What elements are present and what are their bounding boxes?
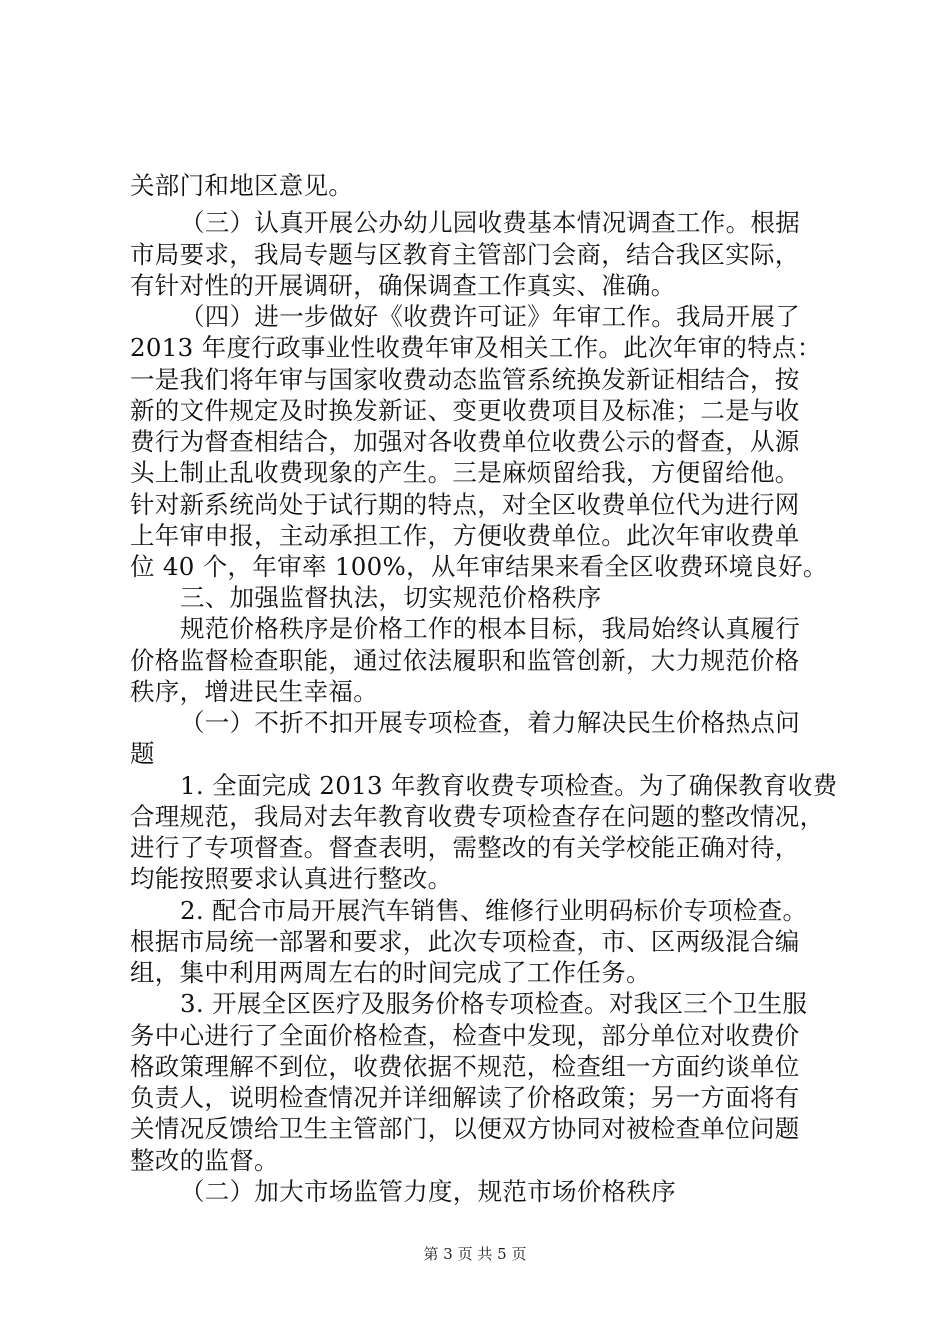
paragraph-line: 整改的监督。 xyxy=(130,1146,279,1175)
paragraph-line: 均能按照要求认真进行整改。 xyxy=(130,864,453,893)
paragraph-line: 有针对性的开展调研，确保调查工作真实、准确。 xyxy=(130,271,676,300)
paragraph-line: 2013 年度行政事业性收费年审及相关工作。此次年审的特点： xyxy=(130,333,822,362)
subsection-heading: （一）不折不扣开展专项检查，着力解决民生价格热点问 xyxy=(180,708,800,737)
paragraph-line: （三）认真开展公办幼儿园收费基本情况调查工作。根据 xyxy=(180,208,800,237)
paragraph-line: 进行了专项督查。督查表明，需整改的有关学校能正确对待， xyxy=(130,833,800,862)
paragraph-line: 费行为督查相结合，加强对各收费单位收费公示的督查，从源 xyxy=(130,427,800,456)
paragraph-line: 新的文件规定及时换发新证、变更收费项目及标准；二是与收 xyxy=(130,396,800,425)
paragraph-line: 务中心进行了全面价格检查，检查中发现，部分单位对收费价 xyxy=(130,1021,800,1050)
paragraph-line: 秩序，增进民生幸福。 xyxy=(130,677,378,706)
subsection-heading: 题 xyxy=(130,739,155,768)
paragraph-line: 关部门和地区意见。 xyxy=(130,171,354,200)
paragraph-line: 合理规范，我局对去年教育收费专项检查存在问题的整改情况， xyxy=(130,802,825,831)
section-heading: 三、加强监督执法，切实规范价格秩序 xyxy=(180,583,602,612)
paragraph-line: 位 40 个，年审率 100%，从年审结果来看全区收费环境良好。 xyxy=(130,552,828,581)
paragraph-line: 市局要求，我局专题与区教育主管部门会商，结合我区实际， xyxy=(130,240,800,269)
paragraph-line: 负责人，说明检查情况并详细解读了价格政策；另一方面将有 xyxy=(130,1083,800,1112)
paragraph-line: （四）进一步做好《收费许可证》年审工作。我局开展了 xyxy=(180,302,800,331)
paragraph-line: 头上制止乱收费现象的产生。三是麻烦留给我，方便留给他。 xyxy=(130,458,800,487)
paragraph-line: 1. 全面完成 2013 年教育收费专项检查。为了确保教育收费 xyxy=(180,771,838,800)
paragraph-line: 格政策理解不到位，收费依据不规范，检查组一方面约谈单位 xyxy=(130,1052,800,1081)
paragraph-line: 根据市局统一部署和要求，此次专项检查，市、区两级混合编 xyxy=(130,927,800,956)
paragraph-line: 一是我们将年审与国家收费动态监管系统换发新证相结合，按 xyxy=(130,365,800,394)
paragraph-line: 2. 配合市局开展汽车销售、维修行业明码标价专项检查。 xyxy=(180,896,808,925)
subsection-heading: （二）加大市场监管力度，规范市场价格秩序 xyxy=(180,1177,676,1206)
paragraph-line: 3. 开展全区医疗及服务价格专项检查。对我区三个卫生服 xyxy=(180,989,808,1018)
paragraph-line: 价格监督检查职能，通过依法履职和监管创新，大力规范价格 xyxy=(130,646,800,675)
paragraph-line: 组，集中利用两周左右的时间完成了工作任务。 xyxy=(130,958,651,987)
paragraph-line: 上年审申报，主动承担工作，方便收费单位。此次年审收费单 xyxy=(130,521,800,550)
paragraph-line: 关情况反馈给卫生主管部门，以便双方协同对被检查单位问题 xyxy=(130,1114,800,1143)
paragraph-line: 规范价格秩序是价格工作的根本目标，我局始终认真履行 xyxy=(180,614,800,643)
page-number-footer: 第 3 页 共 5 页 xyxy=(423,1245,527,1263)
paragraph-line: 针对新系统尚处于试行期的特点，对全区收费单位代为进行网 xyxy=(130,490,800,519)
